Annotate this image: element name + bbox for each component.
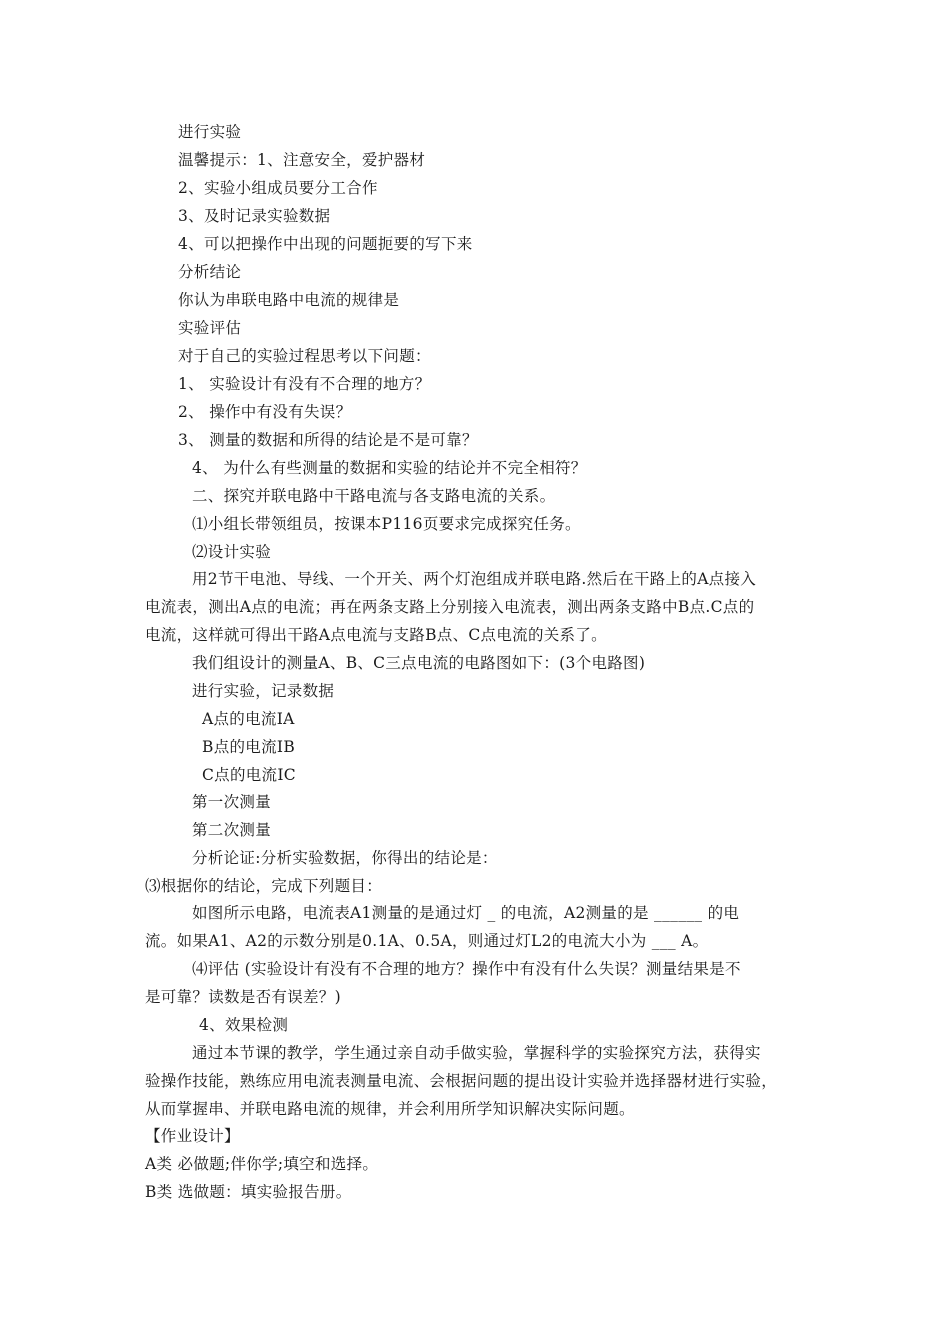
list-item: 4、 为什么有些测量的数据和实验的结论并不完全相符？ — [192, 459, 587, 477]
heading-conduct-experiment: 进行实验 — [178, 123, 242, 141]
tip-line: 4、可以把操作中出现的问题扼要的写下来 — [178, 235, 473, 253]
tip-line: 2、实验小组成员要分工合作 — [178, 179, 378, 197]
paragraph-line: 电流，这样就可得出干路A点电流与支路B点、C点电流的关系了。 — [145, 626, 607, 644]
paragraph-line: ⑵设计实验 — [192, 543, 272, 561]
data-label: 第二次测量 — [192, 821, 272, 839]
tip-line: 温馨提示：1、注意安全，爱护器材 — [178, 151, 426, 169]
data-label: A点的电流IA — [202, 710, 295, 728]
question-line: 流。如果A1、A2的示数分别是0.1A、0.5A，则通过灯L2的电流大小为 ___ A。 — [145, 932, 709, 950]
paragraph-line: 从而掌握串、并联电路电流的规律，并会利用所学知识解决实际问题。 — [145, 1100, 635, 1118]
paragraph-line: 用2节干电池、导线、一个开关、两个灯泡组成并联电路.然后在干路上的A点接入 — [192, 570, 757, 588]
paragraph-line: 分析论证:分析实验数据，你得出的结论是： — [192, 849, 498, 867]
paragraph-line: 我们组设计的测量A、B、C三点电流的电路图如下：(3个电路图) — [192, 654, 646, 672]
heading-evaluation: 实验评估 — [178, 319, 242, 337]
section-heading-parallel: 二、探究并联电路中干路电流与各支路电流的关系。 — [192, 487, 556, 505]
section-heading-effect: 4、效果检测 — [199, 1016, 289, 1034]
paragraph-line: 是可靠？读数是否有误差？) — [145, 988, 341, 1006]
question-line: 如图所示电路，电流表A1测量的是通过灯 _ 的电流，A2测量的是 ______ 的电 — [192, 904, 740, 922]
data-label: B点的电流IB — [202, 738, 296, 756]
paragraph-line: ⑶根据你的结论，完成下列题目： — [145, 877, 383, 895]
section-heading-homework: 【作业设计】 — [145, 1127, 240, 1145]
homework-line: B类 选做题：填实验报告册。 — [145, 1183, 352, 1201]
paragraph-line: 进行实验，记录数据 — [192, 682, 335, 700]
paragraph-line: 验操作技能，熟练应用电流表测量电流、会根据问题的提出设计实验并选择器材进行实验， — [145, 1072, 778, 1090]
paragraph-line: 对于自己的实验过程思考以下问题： — [178, 347, 431, 365]
paragraph-line: 通过本节课的教学，学生通过亲自动手做实验，掌握科学的实验探究方法，获得实 — [192, 1044, 761, 1062]
paragraph-line: ⑷评估 (实验设计有没有不合理的地方？操作中有没有什么失误？测量结果是不 — [192, 960, 741, 978]
paragraph-line: ⑴小组长带领组员，按课本P116页要求完成探究任务。 — [192, 515, 581, 533]
question-line: 你认为串联电路中电流的规律是 — [178, 291, 400, 309]
list-item: 1、 实验设计有没有不合理的地方？ — [178, 375, 431, 393]
paragraph-line: 电流表，测出A点的电流；再在两条支路上分别接入电流表，测出两条支路中B点.C点的 — [145, 598, 755, 616]
list-item: 2、 操作中有没有失误？ — [178, 403, 352, 421]
tip-line: 3、及时记录实验数据 — [178, 207, 331, 225]
homework-line: A类 必做题;伴你学;填空和选择。 — [145, 1155, 379, 1173]
data-label: 第一次测量 — [192, 793, 272, 811]
data-label: C点的电流IC — [202, 766, 296, 784]
list-item: 3、 测量的数据和所得的结论是不是可靠？ — [178, 431, 478, 449]
heading-analyze-conclusion: 分析结论 — [178, 263, 242, 281]
